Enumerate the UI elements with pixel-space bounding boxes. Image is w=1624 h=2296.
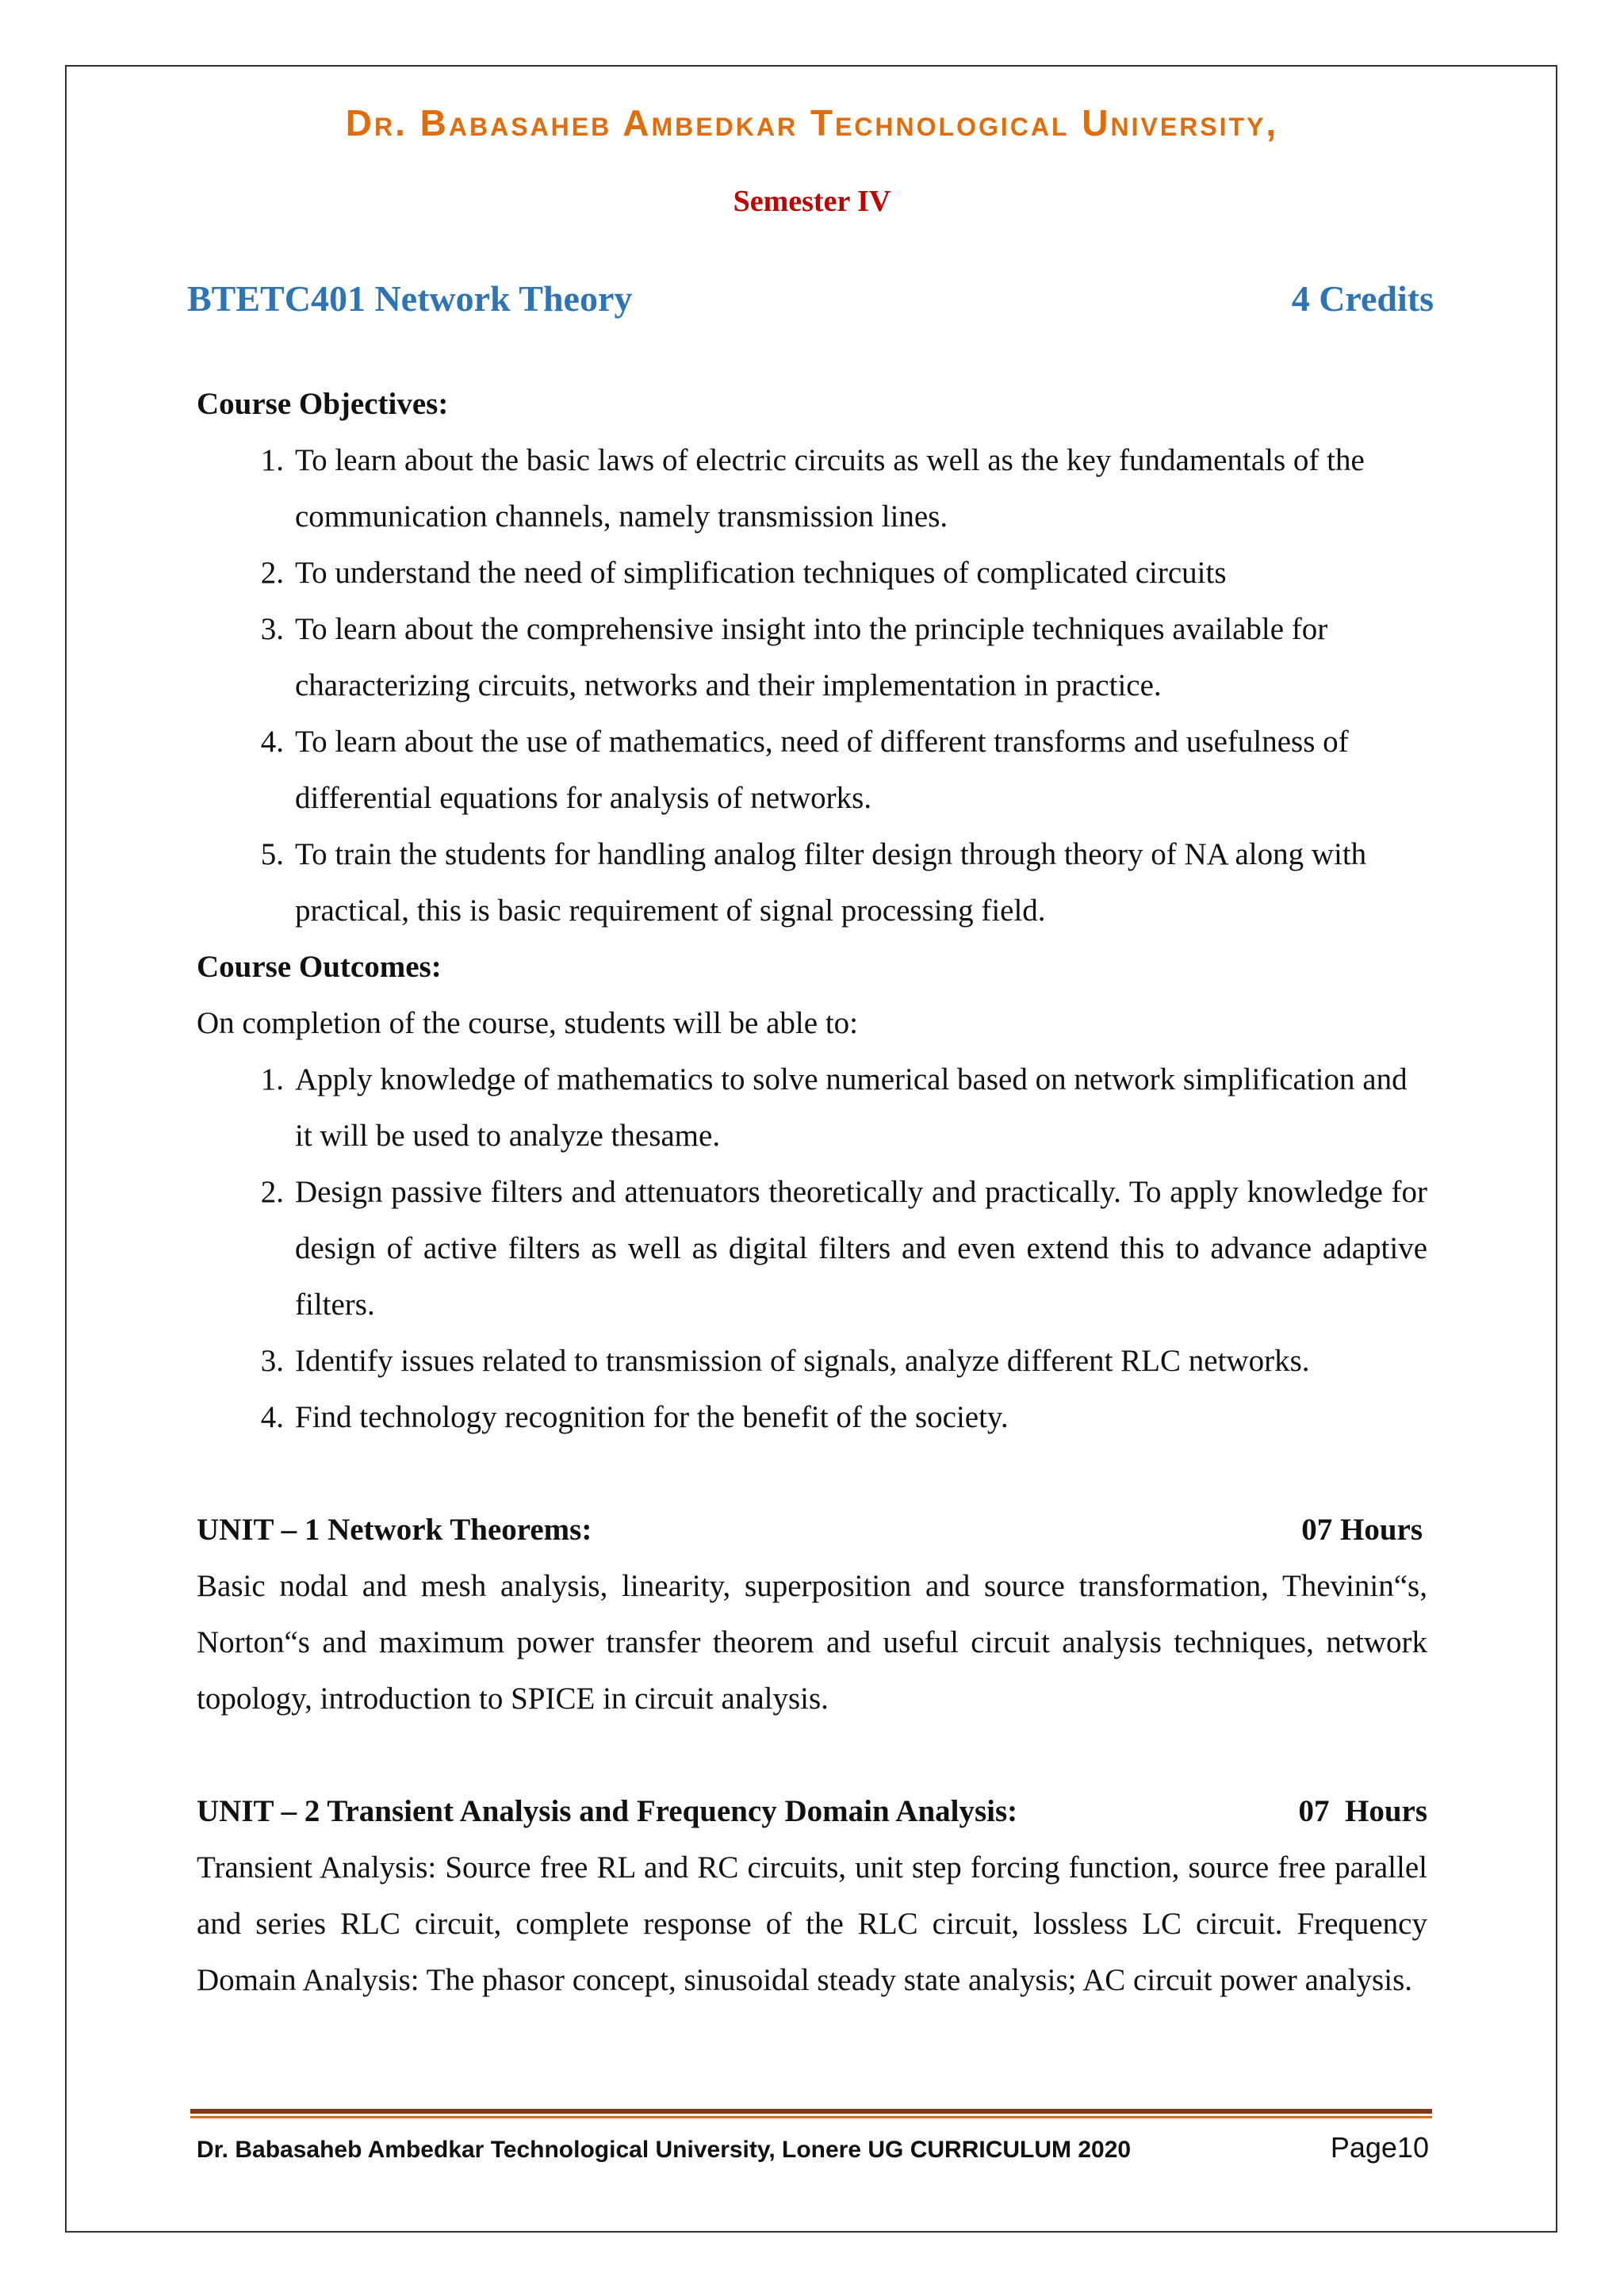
list-number: 2.	[260, 1175, 284, 1209]
spacer	[197, 1727, 1427, 1783]
objectives-heading: Course Objectives:	[197, 387, 449, 421]
footer-text: Dr. Babasaheb Ambedkar Technological University, Lonere UG CURRICULUM 2020	[197, 2137, 1132, 2163]
unit-2-body: Transient Analysis: Source free RL and RC circuits, unit step forcing function, source free parallel and series RLC circuit, complete response of the RLC circuit, lossless LC circuit. Frequency Domain Analysis: The phasor concept, sinusoidal steady state analysis; AC circuit power analysis.	[197, 1850, 1427, 1997]
unit-hours: 07 Hours	[1298, 1794, 1427, 1828]
unit-title: UNIT – 1 Network Theorems:	[197, 1513, 592, 1547]
list-item	[197, 1164, 1427, 1333]
list-number: 5.	[260, 837, 284, 871]
spacer	[197, 1445, 1427, 1502]
list-text: Design passive filters and attenuators theoretically and practically. To apply knowledge for design of active filters as well as digital filters and even extend this to advance adaptive filters.	[295, 1175, 1427, 1322]
page-content	[197, 376, 1427, 2008]
list-text: To learn about the comprehensive insight into the principle techniques available for characterizing circuits, networks and their implementation in practice.	[295, 612, 1328, 702]
page-footer	[197, 2131, 1429, 2164]
list-item	[197, 601, 1427, 714]
university-title: Dr. Babasaheb Ambedkar Technological University,	[345, 102, 1279, 144]
list-item	[197, 1333, 1427, 1389]
outcomes-heading: Course Outcomes:	[197, 950, 442, 984]
list-text: Apply knowledge of mathematics to solve numerical based on network simplification and it will be used to analyze thesame.	[295, 1062, 1408, 1153]
course-header	[187, 277, 1434, 320]
list-text: Find technology recognition for the benefit of the society.	[295, 1400, 1009, 1434]
unit-1-heading	[197, 1502, 1427, 1558]
course-credits: 4 Credits	[1291, 278, 1434, 319]
objectives-list	[197, 432, 1427, 939]
list-number: 3.	[260, 1344, 284, 1378]
list-number: 2.	[260, 556, 284, 590]
list-item	[197, 545, 1427, 601]
list-text: To learn about the use of mathematics, need of different transforms and usefulness of differential equations for analysis of networks.	[295, 725, 1349, 815]
list-number: 4.	[260, 725, 284, 759]
unit-hours: 07 Hours	[1301, 1513, 1423, 1547]
list-item	[197, 1051, 1427, 1164]
list-item	[197, 714, 1427, 826]
list-number: 4.	[260, 1400, 284, 1434]
unit-title: UNIT – 2 Transient Analysis and Frequency Domain Analysis:	[197, 1794, 1018, 1828]
list-item	[197, 826, 1427, 939]
unit-2-heading	[197, 1783, 1427, 1839]
outcomes-intro: On completion of the course, students will be able to:	[197, 1006, 858, 1040]
list-item	[197, 1389, 1427, 1445]
course-title: BTETC401 Network Theory	[187, 278, 633, 319]
page-number: Page10	[1330, 2131, 1429, 2164]
semester-label: Semester IV	[733, 185, 891, 218]
list-number: 3.	[260, 612, 284, 646]
list-number: 1.	[260, 443, 284, 477]
list-text: Identify issues related to transmission of signals, analyze different RLC networks.	[295, 1344, 1310, 1378]
outcomes-list	[197, 1051, 1427, 1445]
list-text: To learn about the basic laws of electric circuits as well as the key fundamentals of the communication channels, namely transmission lines.	[295, 443, 1365, 534]
unit-1-body: Basic nodal and mesh analysis, linearity, superposition and source transformation, Thevinin“s, Norton“s and maximum power transfer theorem and useful circuit analysis techniques, network topology, introduction to SPICE in circuit analysis.	[197, 1569, 1427, 1716]
list-text: To understand the need of simplification techniques of complicated circuits	[295, 556, 1227, 590]
list-number: 1.	[260, 1062, 284, 1096]
list-text: To train the students for handling analog filter design through theory of NA along with practical, this is basic requirement of signal processing field.	[295, 837, 1367, 928]
list-item	[197, 432, 1427, 545]
footer-rule-accent	[190, 2116, 1432, 2118]
footer-rule	[190, 2109, 1432, 2114]
